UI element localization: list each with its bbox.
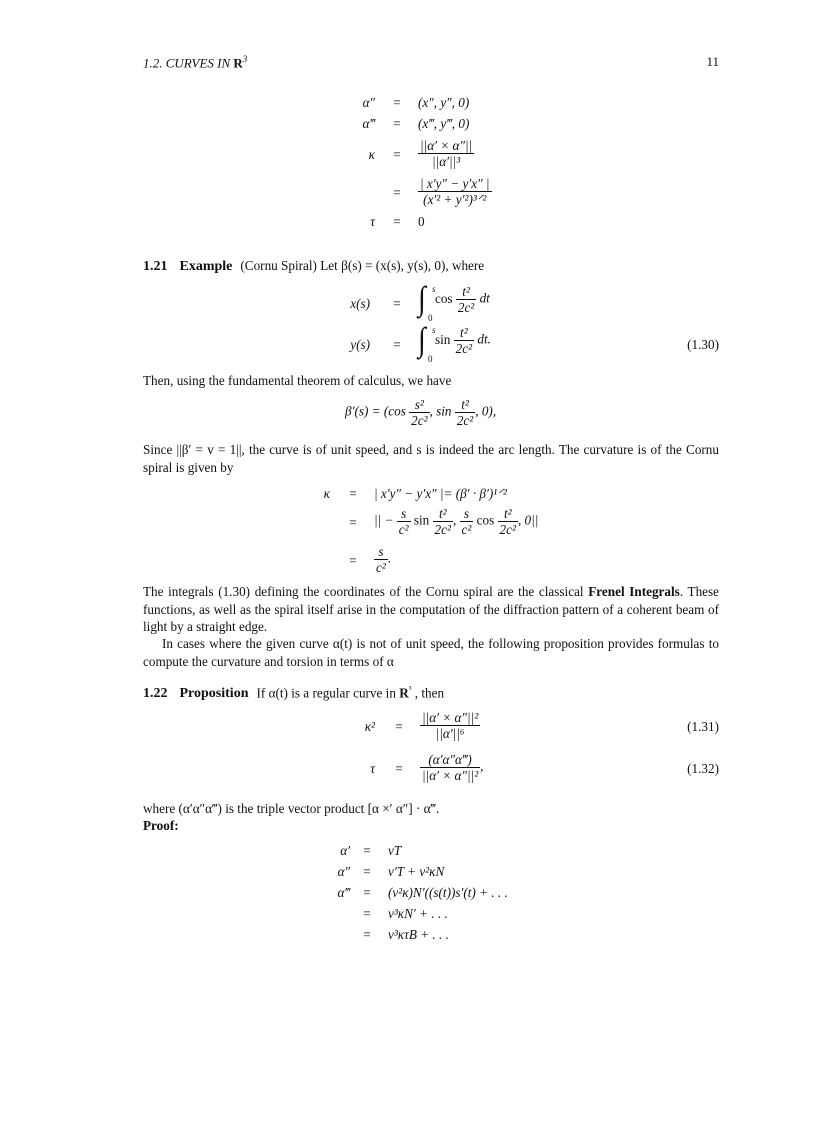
integral-sign: ∫ (418, 280, 426, 318)
section-title: 1.2. CURVES IN $R^3$ (143, 54, 248, 71)
eq-lhs: α‴ (337, 885, 350, 900)
eq-lhs: y(s) (350, 337, 370, 352)
eq-sign: = (349, 515, 357, 530)
equation-number: (1.30) (687, 337, 719, 352)
eq-lhs: κ² (364, 719, 375, 734)
equation-number: (1.32) (687, 761, 719, 776)
eq-sign: = (349, 486, 357, 501)
eq-rhs: (x‴, y‴, 0) (418, 116, 470, 131)
eq-lhs: α″ (337, 864, 350, 879)
proof-label: Proof: (143, 818, 179, 833)
eq-sign: = (393, 116, 401, 131)
paragraph-where: where (α′α″α‴) is the triple vector product [α ×′ α″] · α‴. (143, 801, 440, 816)
paragraph-fresnel: The integrals (1.30) defining the coordinates of the Cornu spiral are the classical Frenel Integrals. These functions, as well as the spiral itself arise in the computation of the diffraction pattern of a coherent beam of light by a straight edge. (143, 584, 720, 634)
eq-lhs: κ (323, 486, 330, 501)
paragraph-since: Since ||β′ = v = 1||, the curve is of unit speed, and s is indeed the arc length. The curvature is of the Cornu spiral is given by (143, 442, 719, 475)
eq-lhs: κ (368, 147, 375, 162)
proposition-heading: 1.22 Proposition If α(t) is a regular curve in $R^{^3}$ , then (143, 684, 445, 702)
eq-rhs: v³κN′ + . . . (388, 906, 448, 921)
eq-sign: = (393, 95, 401, 110)
paragraph-nonunit: In cases where the given curve α(t) is not of unit speed, the following proposition provides formulas to compute the curvature and torsion in terms of α (143, 636, 719, 669)
eq-rhs: (x″, y″, 0) (418, 95, 470, 110)
eq-sign: = (349, 553, 357, 568)
eq-rhs: v³κτB + . . . (388, 927, 449, 942)
running-header (143, 54, 719, 72)
equation-number: (1.31) (687, 719, 719, 734)
eq-sign: = (363, 885, 371, 900)
example-heading (143, 258, 484, 275)
eq-sign: = (363, 906, 371, 921)
eq-lhs: α′ (340, 843, 350, 858)
integral-sign: ∫ (418, 321, 426, 359)
eq-lhs: τ (370, 761, 375, 776)
eq-rhs: 0 (418, 214, 425, 229)
eq-sign: = (395, 719, 403, 734)
proposition-keyword: Proposition (179, 686, 249, 702)
eq-lhs: α″ (362, 95, 375, 110)
eq-rhs: | x′y″ − y′x″ |= (β′ · β′)¹ᐟ² (374, 486, 507, 501)
fraction: $\frac{| x'y'' - y'x'' |}{\text{(x′² + y′²)³ᐟ²}}$ (420, 176, 490, 207)
example-text: (Cornu Spiral) Let β(s) = (x(s), y(s), 0), where (240, 258, 485, 273)
eq-sign: = (363, 927, 371, 942)
example-keyword: Example (179, 259, 233, 274)
eq-sign: = (363, 864, 371, 879)
eq-lhs: τ (370, 214, 375, 229)
eq-sign: = (395, 761, 403, 776)
eq-lhs: α‴ (362, 116, 375, 131)
eq-lhs: x(s) (350, 296, 370, 311)
eq-sign: = (393, 214, 401, 229)
eq-sign: = (393, 147, 401, 162)
eq-rhs: v′T + v²κN (388, 864, 445, 879)
proposition-number: 1.22 (143, 686, 168, 702)
fraction: $\frac{||\alpha' \times \alpha''||}{\text{||α′||³}}$ (420, 138, 473, 169)
eq-sign: = (393, 185, 401, 200)
page-number: 11 (706, 54, 719, 69)
eq-sign: = (393, 296, 401, 311)
eq-rhs: vT (388, 843, 402, 858)
example-number: 1.21 (143, 259, 168, 274)
eq-rhs: (v²κ)N′((s(t))s′(t) + . . . (388, 885, 508, 900)
beta-prime-equation: β′(s) = (cos $\frac{\text{s²}}{\text{2c²}}$ , sin $\frac{\text{t²}}{\text{2c²}}$ , 0), (345, 397, 497, 428)
eq-sign: = (363, 843, 371, 858)
eq-sign: = (393, 337, 401, 352)
paragraph-then: Then, using the fundamental theorem of calculus, we have (143, 373, 452, 388)
